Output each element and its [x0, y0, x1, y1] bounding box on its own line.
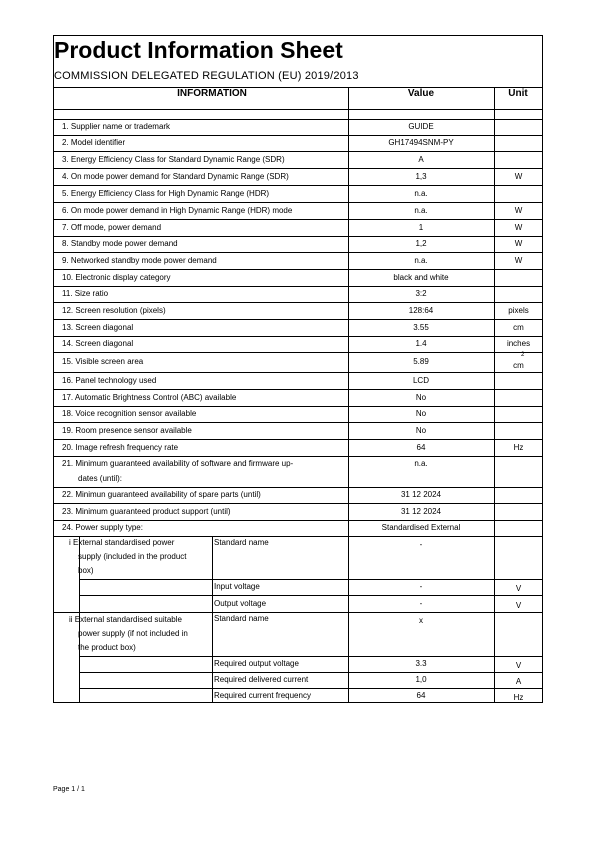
- row-label: 8. Standby mode power demand: [62, 239, 178, 248]
- row-value: 1,2: [415, 239, 427, 248]
- row-value: n.a.: [414, 256, 428, 265]
- row-label: 10. Electronic display category: [62, 273, 171, 282]
- row-unit: W: [514, 223, 523, 232]
- row-label: 7. Off mode, power demand: [62, 223, 162, 232]
- row-value: A: [418, 155, 424, 164]
- grid-line: [53, 202, 543, 203]
- row-value: 31 12 2024: [400, 507, 442, 516]
- grid-line: [53, 372, 543, 373]
- power-supply-i-label: i External standardised power: [69, 538, 175, 547]
- row-value: 1.4: [415, 339, 427, 348]
- power-param: Required current frequency: [214, 691, 311, 700]
- row-label: 19. Room presence sensor available: [62, 426, 192, 435]
- power-value: 1,0: [415, 675, 427, 684]
- row-label: 22. Minimun guaranteed availability of spare parts (until): [62, 490, 261, 499]
- grid-line: [53, 135, 543, 136]
- row-label: 21. Minimum guaranteed availability of software and firmware up-: [62, 459, 294, 468]
- power-param: Standard name: [214, 538, 269, 547]
- row-label: 2. Model identifier: [62, 138, 126, 147]
- row-label: 14. Screen diagonal: [62, 339, 134, 348]
- power-value: -: [419, 599, 423, 608]
- row-value: 3:2: [415, 289, 427, 298]
- row-value: n.a.: [414, 189, 428, 198]
- row-label: 3. Energy Efficiency Class for Standard Dynamic Range (SDR): [62, 155, 285, 164]
- grid-line: [79, 579, 543, 580]
- power-value: -: [419, 540, 423, 549]
- value-column-header: Value: [407, 88, 435, 99]
- grid-line: [53, 219, 543, 220]
- row-label: 1. Supplier name or trademark: [62, 122, 171, 131]
- power-param: Output voltage: [214, 599, 267, 608]
- grid-line: [212, 536, 213, 703]
- row-label: 5. Energy Efficiency Class for High Dynamic Range (HDR): [62, 189, 270, 198]
- grid-line: [53, 456, 543, 457]
- grid-line: [53, 151, 543, 152]
- page-number: Page 1 / 1: [53, 786, 85, 793]
- grid-line: [53, 422, 543, 423]
- row-label: 24. Power supply type:: [62, 523, 143, 532]
- power-supply-ii-label: power supply (if not included in: [78, 629, 188, 638]
- row-label: 4. On mode power demand for Standard Dynamic Range (SDR): [62, 172, 289, 181]
- row-value: n.a.: [414, 459, 428, 468]
- row-unit: W: [514, 256, 523, 265]
- power-unit: V: [515, 661, 522, 670]
- power-supply-ii-label: ii External standardised suitable: [69, 615, 182, 624]
- grid-line: [53, 536, 543, 537]
- row-value: 1: [418, 223, 424, 232]
- row-unit: W: [514, 239, 523, 248]
- grid-line: [53, 185, 543, 186]
- row-value: 1,3: [415, 172, 427, 181]
- grid-line: [53, 520, 543, 521]
- row-label: 15. Visible screen area: [62, 357, 144, 366]
- power-supply-ii-label: the product box): [78, 643, 136, 652]
- grid-line: [53, 87, 543, 88]
- grid-line: [53, 269, 543, 270]
- grid-line: [53, 109, 543, 110]
- power-unit: V: [515, 584, 522, 593]
- row-unit: pixels: [508, 306, 529, 315]
- power-param: Input voltage: [214, 582, 260, 591]
- grid-line: [53, 119, 543, 120]
- power-supply-i-label: supply (included in the product: [78, 552, 187, 561]
- power-supply-i-label: box): [78, 566, 94, 575]
- row-unit: W: [514, 206, 523, 215]
- grid-line: [53, 503, 543, 504]
- row-unit: Hz: [513, 443, 524, 452]
- row-value: No: [415, 426, 427, 435]
- row-unit: inches: [506, 339, 531, 348]
- row-value: No: [415, 409, 427, 418]
- row-value: 64: [416, 443, 426, 452]
- row-value: 5.89: [413, 357, 429, 366]
- row-value: LCD: [412, 376, 429, 385]
- grid-line: [53, 439, 543, 440]
- row-unit: cm: [513, 323, 524, 332]
- power-param: Required delivered current: [214, 675, 309, 684]
- row-label: 16. Panel technology used: [62, 376, 157, 385]
- row-label: 13. Screen diagonal: [62, 323, 134, 332]
- row-value: Standardised External: [381, 523, 461, 532]
- row-label: 11. Size ratio: [62, 289, 109, 298]
- row-value: 128:64: [408, 306, 434, 315]
- row-value: 3.55: [413, 323, 429, 332]
- power-value: x: [419, 616, 423, 625]
- row-unit: W: [514, 172, 523, 181]
- row-unit: cm: [513, 361, 524, 370]
- row-label: 9. Networked standby mode power demand: [62, 256, 217, 265]
- grid-line: [53, 286, 543, 287]
- power-value: 64: [416, 691, 426, 700]
- power-param: Required output voltage: [214, 659, 299, 668]
- row-value: GH17494SNM-PY: [388, 138, 454, 147]
- power-param: Standard name: [214, 614, 269, 623]
- grid-line: [53, 352, 543, 353]
- grid-line: [53, 336, 543, 337]
- row-label: 6. On mode power demand in High Dynamic Range (HDR) mode: [62, 206, 293, 215]
- grid-line: [53, 302, 543, 303]
- grid-line: [53, 252, 543, 253]
- row-label: 18. Voice recognition sensor available: [62, 409, 197, 418]
- row-label: dates (until):: [78, 474, 123, 483]
- grid-line: [79, 688, 543, 689]
- grid-line: [53, 168, 543, 169]
- power-unit: V: [515, 601, 522, 610]
- grid-line: [79, 672, 543, 673]
- row-value: No: [415, 393, 427, 402]
- row-label: 17. Automatic Brightness Control (ABC) available: [62, 393, 237, 402]
- grid-line: [79, 595, 543, 596]
- power-value: -: [419, 582, 423, 591]
- row-label: 20. Image refresh frequency rate: [62, 443, 179, 452]
- row-label: 12. Screen resolution (pixels): [62, 306, 166, 315]
- page-title: Product Information Sheet: [54, 37, 343, 63]
- row-value: GUIDE: [408, 122, 434, 131]
- grid-line: [79, 656, 543, 657]
- power-unit: A: [515, 677, 522, 686]
- power-value: 3.3: [415, 659, 427, 668]
- row-value: n.a.: [414, 206, 428, 215]
- unit-column-header: Unit: [508, 88, 528, 99]
- grid-line: [53, 236, 543, 237]
- grid-line: [53, 389, 543, 390]
- regulation-subtitle: COMMISSION DELEGATED REGULATION (EU) 2019/2013: [54, 70, 359, 82]
- row-value: black and white: [393, 273, 449, 282]
- row-value: 31 12 2024: [400, 490, 442, 499]
- grid-line: [53, 612, 543, 613]
- unit-superscript: 2: [521, 352, 525, 358]
- grid-line: [53, 406, 543, 407]
- grid-line: [53, 319, 543, 320]
- information-column-header: INFORMATION: [177, 88, 247, 99]
- grid-line: [53, 487, 543, 488]
- row-label: 23. Minimum guaranteed product support (until): [62, 507, 231, 516]
- power-unit: Hz: [513, 693, 524, 702]
